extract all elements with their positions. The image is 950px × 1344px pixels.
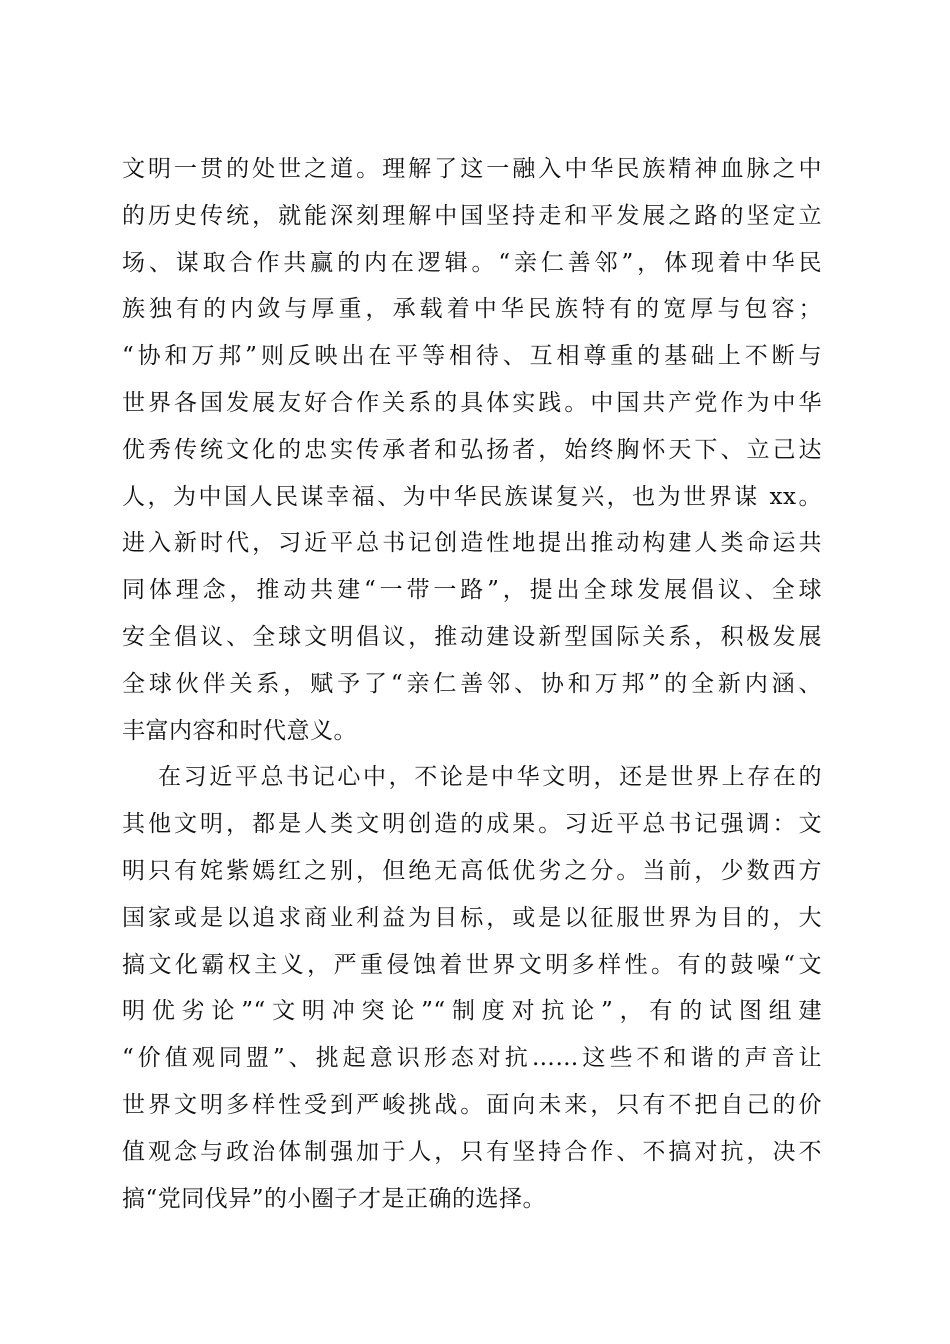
paragraph-line: 值观念与政治体制强加于人，只有坚持合作、不搞对抗，决不: [122, 1138, 822, 1165]
paragraph-line: 进入新时代，习近平总书记创造性地提出推动构建人类命运共: [122, 530, 822, 557]
paragraph-1: [122, 146, 822, 754]
paragraph-line: 的历史传统，就能深刻理解中国坚持走和平发展之路的坚定立: [122, 202, 822, 229]
paragraph-line: 人，为中国人民谋幸福、为中华民族谋复兴，也为世界谋 xx。: [122, 483, 822, 510]
paragraph-line: 明只有姹紫嫣红之别，但绝无高低优劣之分。当前，少数西方: [122, 857, 822, 884]
paragraph-line: 明优劣论”“文明冲突论”“制度对抗论”，有的试图组建: [122, 998, 822, 1025]
paragraph-2: [122, 754, 822, 1222]
paragraph-line: 丰富内容和时代意义。: [122, 717, 357, 744]
paragraph-line: 世界各国发展友好合作关系的具体实践。中国共产党作为中华: [122, 389, 822, 416]
paragraph-line: 优秀传统文化的忠实传承者和弘扬者，始终胸怀天下、立己达: [122, 436, 822, 463]
paragraph-line: 场、谋取合作共赢的内在逻辑。“亲仁善邻”，体现着中华民: [122, 249, 822, 276]
paragraph-line: 在习近平总书记心中，不论是中华文明，还是世界上存在的: [158, 764, 822, 791]
paragraph-line: 其他文明，都是人类文明创造的成果。习近平总书记强调：文: [122, 811, 822, 838]
paragraph-line: 国家或是以追求商业利益为目标，或是以征服世界为目的，大: [122, 904, 822, 931]
paragraph-line: 全球伙伴关系，赋予了“亲仁善邻、协和万邦”的全新内涵、: [122, 670, 822, 697]
paragraph-line: 同体理念，推动共建“一带一路”，提出全球发展倡议、全球: [122, 577, 822, 604]
paragraph-line: 世界文明多样性受到严峻挑战。面向未来，只有不把自己的价: [122, 1091, 822, 1118]
paragraph-line: 搞文化霸权主义，严重侵蚀着世界文明多样性。有的鼓噪“文: [122, 951, 822, 978]
paragraph-line: “价值观同盟”、挑起意识形态对抗……这些不和谐的声音让: [122, 1045, 822, 1072]
document-body: [122, 146, 822, 1222]
paragraph-line: “协和万邦”则反映出在平等相待、互相尊重的基础上不断与: [122, 343, 822, 370]
paragraph-line: 搞“党同伐异”的小圈子才是正确的选择。: [122, 1185, 547, 1212]
paragraph-line: 文明一贯的处世之道。理解了这一融入中华民族精神血脉之中: [122, 156, 822, 182]
paragraph-line: 族独有的内敛与厚重，承载着中华民族特有的宽厚与包容；: [122, 296, 822, 323]
paragraph-line: 安全倡议、全球文明倡议，推动建设新型国际关系，积极发展: [122, 623, 822, 650]
